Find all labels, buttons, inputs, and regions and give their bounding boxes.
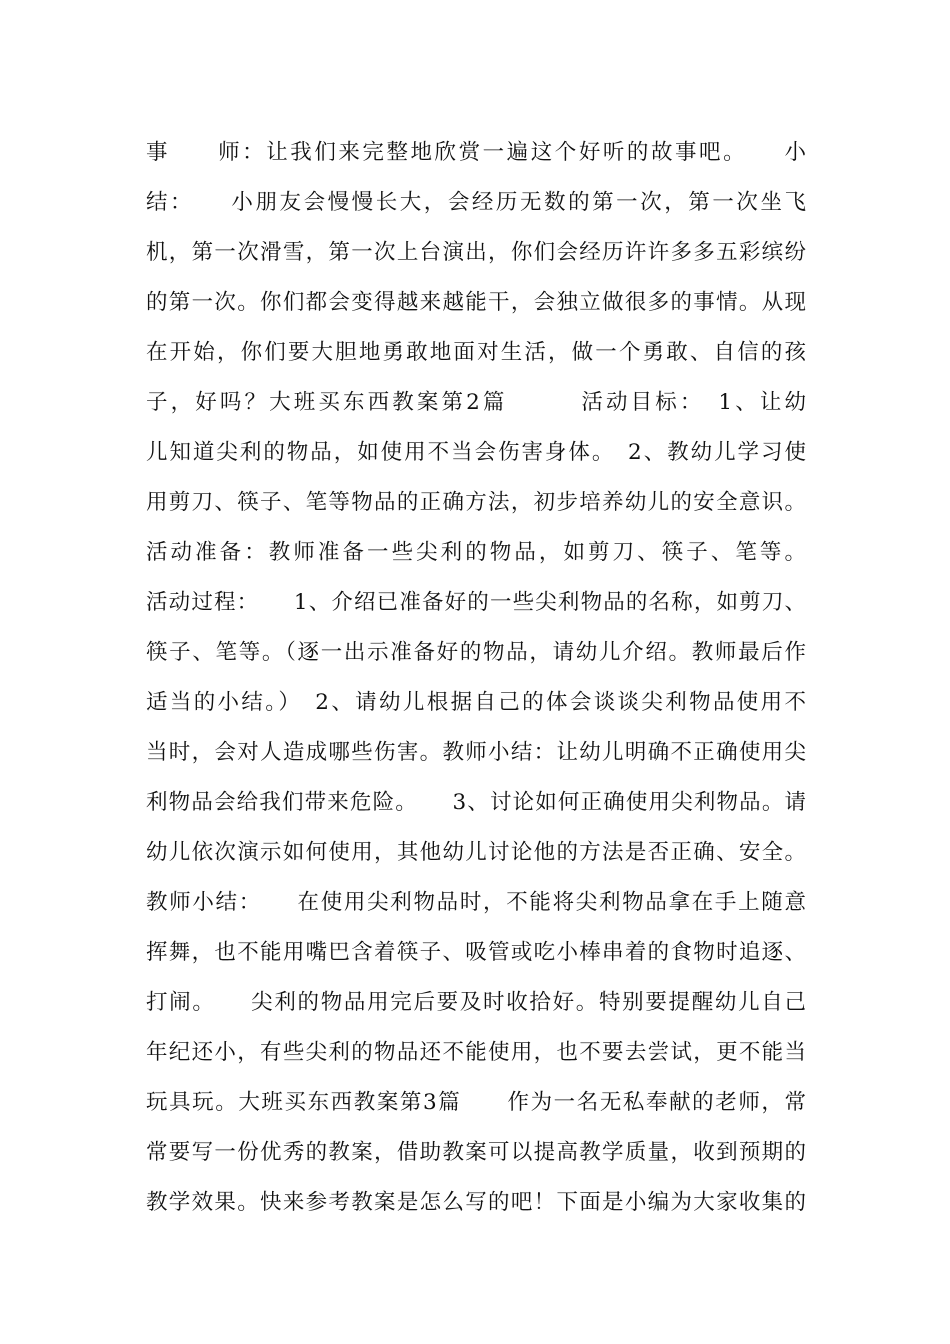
text-line: 的第一次。你们都会变得越来越能干，会独立做很多的事情。从现	[146, 290, 806, 315]
text-line: 儿知道尖利的物品，如使用不当会伤害身体。 2、教幼儿学习使	[146, 440, 806, 465]
text-line: 挥舞，也不能用嘴巴含着筷子、吸管或吃小棒串着的食物时追逐、	[146, 940, 806, 965]
text-line: 常要写一份优秀的教案，借助教案可以提高教学质量，收到预期的	[146, 1140, 806, 1165]
text-line: 机，第一次滑雪，第一次上台演出，你们会经历许许多多五彩缤纷	[146, 240, 806, 265]
text-line: 活动过程： 1、介绍已准备好的一些尖利物品的名称，如剪刀、	[146, 590, 806, 615]
text-line: 教学效果。快来参考教案是怎么写的吧！下面是小编为大家收集的	[146, 1190, 806, 1215]
text-line: 当时，会对人造成哪些伤害。教师小结：让幼儿明确不正确使用尖	[146, 740, 806, 765]
text-line: 适当的小结。） 2、请幼儿根据自己的体会谈谈尖利物品使用不	[146, 690, 806, 715]
text-line: 幼儿依次演示如何使用，其他幼儿讨论他的方法是否正确、安全。	[146, 840, 806, 865]
text-line: 子，好吗？大班买东西教案第2篇 活动目标： 1、让幼	[146, 390, 806, 415]
text-line: 在开始，你们要大胆地勇敢地面对生活，做一个勇敢、自信的孩	[146, 340, 806, 365]
text-line: 结： 小朋友会慢慢长大，会经历无数的第一次，第一次坐飞	[146, 190, 806, 215]
text-line: 用剪刀、筷子、笔等物品的正确方法，初步培养幼儿的安全意识。	[146, 490, 806, 515]
body-text	[146, 128, 806, 1228]
text-line: 筷子、笔等。（逐一出示准备好的物品，请幼儿介绍。教师最后作	[146, 640, 806, 665]
text-line: 教师小结： 在使用尖利物品时，不能将尖利物品拿在手上随意	[146, 890, 806, 915]
text-line: 玩具玩。大班买东西教案第3篇 作为一名无私奉献的老师，常	[146, 1090, 806, 1115]
text-line: 事 师：让我们来完整地欣赏一遍这个好听的故事吧。 小	[146, 140, 806, 165]
text-line: 活动准备：教师准备一些尖利的物品，如剪刀、筷子、笔等。	[146, 540, 806, 565]
text-line: 利物品会给我们带来危险。 3、讨论如何正确使用尖利物品。请	[146, 790, 806, 815]
text-line: 年纪还小，有些尖利的物品还不能使用，也不要去尝试，更不能当	[146, 1040, 806, 1065]
text-line: 打闹。 尖利的物品用完后要及时收拾好。特别要提醒幼儿自己	[146, 990, 806, 1015]
